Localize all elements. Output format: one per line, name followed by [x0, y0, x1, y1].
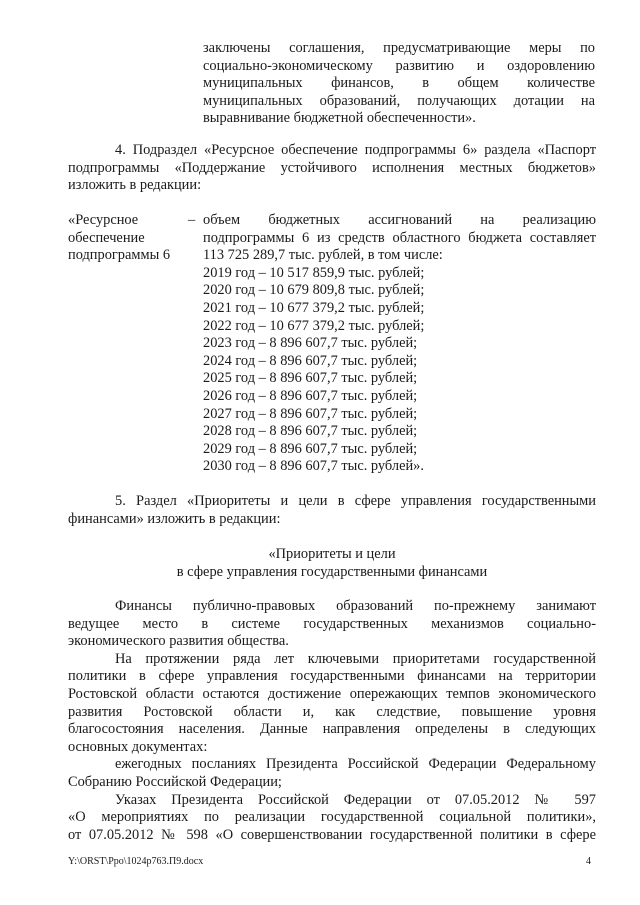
intro-line: заключены соглашения, предусматривающие меры по	[203, 40, 595, 56]
resource-label-line: обеспечение	[68, 229, 145, 246]
body-line: развития Ростовской области и, как следствие, повышение уровня	[68, 703, 596, 720]
body-line: благосостояния населения. Данные направления определены в следующих	[68, 721, 596, 738]
resource-year-line: 2027 год – 8 896 607,7 тыс. рублей;	[203, 405, 418, 422]
footer-file-path: Y:\ORST\Ppo\1024p763.П9.docx	[68, 856, 204, 867]
body-line: Указах Президента Российской Федерации от 07.05.2012 № 597	[115, 791, 596, 808]
section-4-line: изложить в редакции:	[68, 177, 202, 194]
heading-line-1: «Приоритеты и цели	[268, 546, 396, 562]
resource-year-line: 2019 год – 10 517 859,9 тыс. рублей;	[203, 264, 425, 281]
body-line: от 07.05.2012 № 598 «О совершенствовании государственной политики в сфере	[68, 826, 596, 843]
resource-label-line: подпрограммы 6	[68, 247, 171, 264]
body-line: ведущее место в системе государственных механизмов социально-	[68, 615, 596, 632]
intro-paragraph	[203, 40, 595, 128]
intro-line: социально-экономическому развитию и оздоровлению	[203, 57, 595, 74]
intro-line: муниципальных финансов, в общем количестве	[203, 75, 595, 92]
body-line: «О мероприятиях по реализации государственной социальной политики»,	[68, 809, 596, 826]
resource-label-line: «Ресурсное	[68, 212, 139, 228]
body-line: Собранию Российской Федерации;	[68, 773, 282, 790]
resource-year-line: 2020 год – 10 679 809,8 тыс. рублей;	[203, 282, 425, 299]
body-line: основных документах:	[68, 738, 208, 755]
section-5-line: 5. Раздел «Приоритеты и цели в сфере управления государственными	[115, 493, 596, 509]
body-line: ежегодных посланиях Президента Российской Федерации Федеральному	[115, 756, 596, 773]
resource-year-line: 2025 год – 8 896 607,7 тыс. рублей;	[203, 370, 418, 387]
resource-year-line: 2022 год – 10 677 379,2 тыс. рублей;	[203, 317, 425, 334]
body-line: Финансы публично-правовых образований по-прежнему занимают	[115, 598, 596, 614]
intro-line: муниципальных образований, получающих дотации на	[203, 92, 595, 109]
resource-dash: –	[188, 212, 196, 228]
section-5-line: финансами» изложить в редакции:	[68, 510, 281, 527]
resource-year-line: 2030 год – 8 896 607,7 тыс. рублей».	[203, 458, 424, 475]
section-4-line: 4. Подраздел «Ресурсное обеспечение подпрограммы 6» раздела «Паспорт	[115, 142, 596, 158]
resource-year-line: 2026 год – 8 896 607,7 тыс. рублей;	[203, 387, 418, 404]
resource-label	[68, 212, 188, 265]
resource-total: 113 725 289,7 тыс. рублей, в том числе:	[203, 247, 443, 264]
intro-line: выравнивание бюджетной обеспеченности».	[203, 110, 476, 127]
section-4-line: подпрограммы «Поддержание устойчивого исполнения местных бюджетов»	[68, 159, 596, 176]
resource-value-line: подпрограммы 6 из средств областного бюджета составляет	[203, 229, 596, 246]
section-heading	[68, 546, 596, 581]
section-5-paragraph	[68, 493, 596, 528]
section-4-paragraph	[68, 142, 596, 195]
resource-year-line: 2021 год – 10 677 379,2 тыс. рублей;	[203, 299, 425, 316]
resource-value	[203, 212, 596, 476]
body-text	[68, 598, 596, 844]
footer-page-number: 4	[586, 856, 591, 867]
body-line: Ростовской области остаются достижение опережающих темпов экономического	[68, 685, 596, 702]
resource-year-line: 2024 год – 8 896 607,7 тыс. рублей;	[203, 352, 418, 369]
resource-year-line: 2029 год – 8 896 607,7 тыс. рублей;	[203, 440, 418, 457]
resource-year-line: 2023 год – 8 896 607,7 тыс. рублей;	[203, 335, 418, 352]
body-line: политики в сфере управления государственными финансами на территории	[68, 668, 596, 685]
resource-year-line: 2028 год – 8 896 607,7 тыс. рублей;	[203, 423, 418, 440]
resource-value-line: объем бюджетных ассигнований на реализацию	[203, 212, 596, 228]
heading-line-2: в сфере управления государственными финансами	[176, 563, 488, 580]
body-line: На протяжении ряда лет ключевыми приоритетами государственной	[115, 650, 596, 667]
body-line: экономического развития общества.	[68, 633, 289, 650]
